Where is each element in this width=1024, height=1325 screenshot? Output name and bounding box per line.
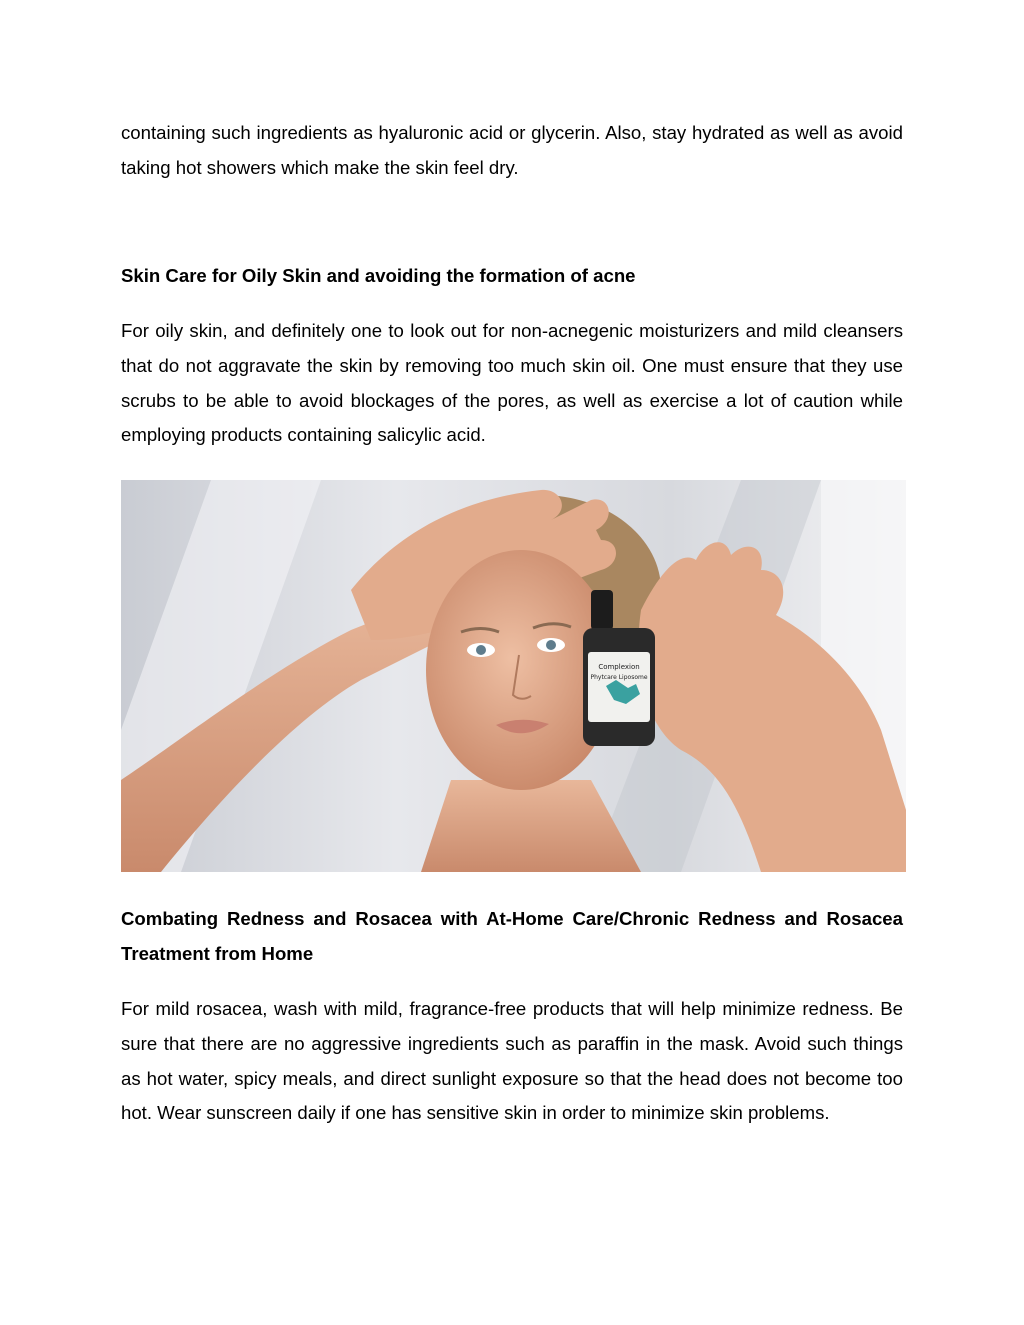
bottle-label-line1: Complexion bbox=[598, 663, 640, 671]
oily-skin-paragraph: For oily skin, and definitely one to look out for non-acnegenic moisturizers and mild cleansers that do not aggravate the skin by removing too much skin oil. One must ensure that they use scrubs to be able to avoid blockages of the pores, as well as exercise a lot of caution while employing products containing salicylic acid. bbox=[121, 320, 903, 446]
bottle-label-line2: Phytcare Liposome bbox=[590, 674, 648, 681]
intro-paragraph: containing such ingredients as hyaluronic acid or glycerin. Also, stay hydrated as well as avoid taking hot showers which make the skin feel dry. bbox=[121, 122, 903, 178]
rosacea-paragraph: For mild rosacea, wash with mild, fragrance-free products that will help minimize redness. Be sure that there are no aggressive ingredients such as paraffin in the mask. Avoid such things as hot water, spicy meals, and direct sunlight exposure so that the head does not become too hot. Wear sunscreen daily if one has sensitive skin in order to minimize skin problems. bbox=[121, 998, 903, 1124]
oily-skin-heading: Skin Care for Oily Skin and avoiding the formation of acne bbox=[121, 265, 636, 286]
skincare-photo bbox=[121, 480, 906, 872]
rosacea-heading: Combating Redness and Rosacea with At-Home Care/Chronic Redness and Rosacea Treatment from Home bbox=[121, 908, 903, 964]
